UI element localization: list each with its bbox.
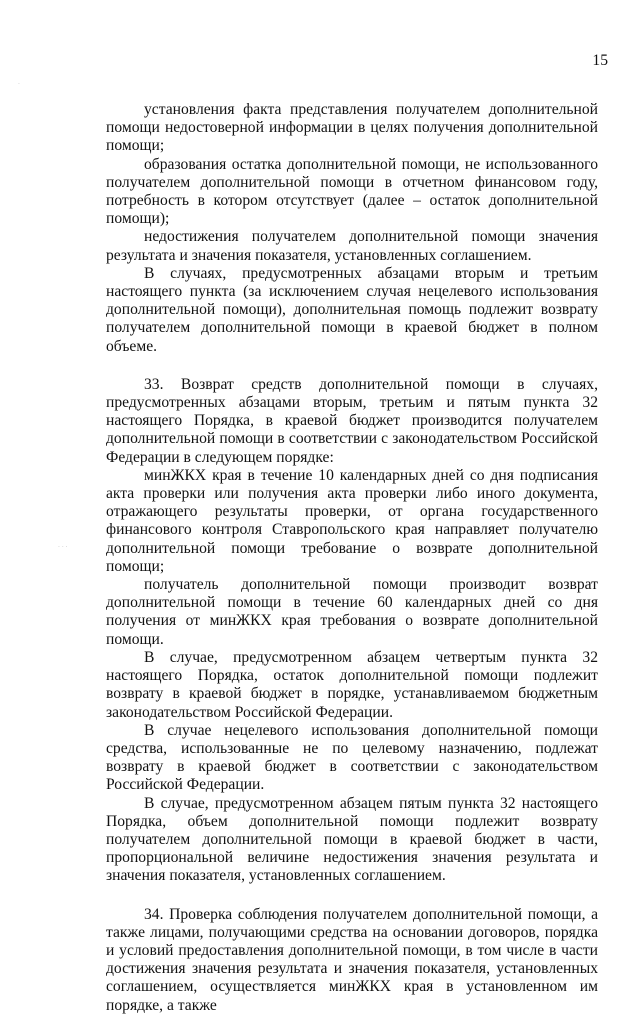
- paragraph-clause-5: недостижения получателем дополнительной помощи значения результата и значения показателя, установленных соглашением.: [106, 228, 598, 264]
- paragraph-misuse-return: В случае нецелевого использования дополнительной помощи средства, использованные не по целевому назначению, подлежат возврату в краевой бюджет в соответствии с законодательством Российской Федерации.: [106, 721, 598, 794]
- section-gap: [106, 886, 598, 906]
- paragraph-ministry-demand: минЖКХ края в течение 10 календарных дней со дня подписания акта проверки или получения акта проверки либо иного документа, отражающего результаты проверки, от органа государственного финансового контроля Ставропольского края направляет получателю дополнительной помощи требование о возврате дополнительной помощи;: [106, 466, 598, 575]
- paragraph-section-34: 34. Проверка соблюдения получателем дополнительной помощи, а также лицами, получающими средства на основании договоров, порядка и условий предоставления дополнительной помощи, в том числе в части достижения значения результата и значения показателя, установленных соглашением, осуществляется минЖКХ края в установленном им порядке, а также: [106, 905, 598, 1014]
- paragraph-full-return: В случаях, предусмотренных абзацами вторым и третьим настоящего пункта (за исключением случая нецелевого использования дополнительной помощи), дополнительная помощь подлежит возврату получателем дополнительной помощи в краевой бюджет в полном объеме.: [106, 264, 598, 355]
- section-gap: [106, 356, 598, 376]
- paragraph-recipient-return: получатель дополнительной помощи производит возврат дополнительной помощи в течение 60 календарных дней со дня получения от минЖКХ края требования о возврате дополнительной помощи.: [106, 576, 598, 648]
- paragraph-remainder-return: В случае, предусмотренном абзацем четвертым пункта 32 настоящего Порядка, остаток дополнительной помощи подлежит возврату в краевой бюджет в порядке, устанавливаемом бюджетным законодательством Российской Федерации.: [106, 648, 598, 721]
- scan-margin-mark: · · ·: [58, 544, 68, 551]
- paragraph-clause-3: установления факта представления получателем дополнительной помощи недостоверной информации в целях получения дополнительной помощи;: [106, 101, 598, 155]
- paragraph-proportional-return: В случае, предусмотренном абзацем пятым пункта 32 настоящего Порядка, объем дополнительной помощи подлежит возврату получателем дополнительной помощи в краевой бюджет в части, пропорциональной величине недостижения значения результата и значения показателя, установленных соглашением.: [106, 794, 598, 885]
- paragraph-section-33: 33. Возврат средств дополнительной помощи в случаях, предусмотренных абзацами вторым, третьим и пятым пункта 32 настоящего Порядка, в краевой бюджет производится получателем дополнительной помощи в соответствии с законодательством Российской Федерации в следующем порядке:: [106, 375, 598, 466]
- scan-margin-mark: ·: [18, 81, 20, 88]
- paragraph-clause-4: образования остатка дополнительной помощи, не использованного получателем дополнительной помощи в отчетном финансовом году, потребность в котором отсутствует (далее – остаток дополнительной помощи);: [106, 155, 598, 228]
- page-number: 15: [592, 52, 608, 69]
- document-body: [106, 101, 598, 1015]
